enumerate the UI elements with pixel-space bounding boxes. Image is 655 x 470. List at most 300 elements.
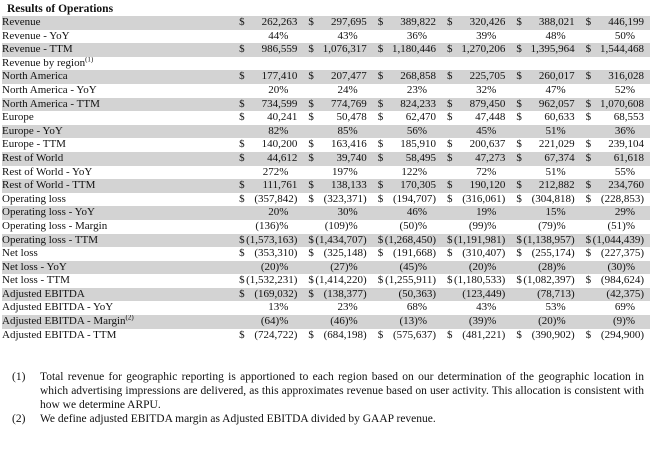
cell-value [234, 30, 303, 44]
cell-value [581, 234, 650, 248]
currency-symbol: $ [585, 247, 592, 260]
cell-number: (169,032) [254, 287, 298, 300]
cell-value [442, 234, 511, 248]
cell-number: 320,426 [469, 16, 506, 28]
cell-value [511, 43, 580, 57]
currency-symbol: $ [377, 43, 384, 56]
cell-number: 20% [268, 206, 289, 219]
row-label: North America - TTM [2, 97, 100, 110]
currency-symbol: $ [377, 97, 384, 110]
cell-number: (228,853) [600, 192, 644, 205]
cell-value [511, 315, 580, 329]
cell-value [303, 138, 372, 152]
cell-value [234, 193, 303, 207]
cell-number: 47% [545, 83, 566, 96]
cell-number: (109)% [324, 219, 358, 232]
row-label: Rest of World [2, 151, 64, 164]
cell-value [234, 234, 303, 248]
currency-symbol: $ [585, 16, 592, 28]
currency-symbol: $ [447, 247, 453, 260]
cell-number: 15% [545, 206, 566, 219]
cell-number: 1,070,608 [600, 97, 644, 110]
currency-symbol: $ [377, 247, 384, 260]
row-label: Revenue - TTM [2, 43, 73, 56]
cell-value [511, 152, 580, 166]
cell-value [581, 179, 650, 193]
currency-symbol: $ [516, 233, 522, 246]
cell-value [303, 43, 372, 57]
cell-value [234, 70, 303, 84]
cell-number: (9)% [613, 315, 635, 328]
row-label: Net loss [2, 247, 38, 260]
table-row [2, 166, 650, 180]
currency-symbol: $ [239, 138, 245, 151]
cell-value [442, 84, 511, 98]
cell-value [303, 166, 372, 180]
cell-value [511, 247, 580, 261]
cell-number: 1,076,317 [322, 43, 367, 56]
table-row [2, 98, 650, 112]
currency-symbol: $ [308, 111, 314, 124]
cell-number: 44% [268, 29, 289, 42]
cell-value [581, 125, 650, 139]
cell-number: (20)% [468, 260, 497, 273]
currency-symbol: $ [239, 43, 245, 56]
table-row [2, 43, 650, 57]
cell-value [511, 84, 580, 98]
cell-number: 43% [337, 29, 358, 42]
cell-value [511, 16, 580, 30]
table-row [2, 111, 650, 125]
cell-value [442, 30, 511, 44]
currency-symbol: $ [308, 328, 314, 341]
cell-number: (194,707) [392, 192, 437, 205]
cell-value [581, 193, 650, 207]
cell-value [581, 84, 650, 98]
cell-number: 44,612 [267, 151, 298, 164]
currency-symbol: $ [239, 328, 245, 341]
cell-number: 61,618 [613, 151, 644, 164]
cell-value [303, 125, 372, 139]
table-row [2, 138, 650, 152]
cell-number: (64)% [260, 315, 289, 328]
cell-number: 72% [476, 165, 497, 178]
cell-value [442, 193, 511, 207]
cell-number: (304,818) [531, 192, 575, 205]
cell-number: (51)% [607, 219, 635, 232]
currency-symbol: $ [239, 233, 245, 246]
cell-number: 53% [545, 301, 566, 314]
table-row [2, 70, 650, 84]
currency-symbol: $ [239, 70, 245, 83]
cell-number: 1,270,206 [461, 43, 506, 56]
cell-value [581, 315, 650, 329]
cell-number: 316,028 [608, 70, 644, 83]
currency-symbol: $ [516, 247, 522, 260]
cell-number: 177,410 [261, 70, 298, 83]
cell-value [511, 261, 580, 275]
cell-value [303, 206, 372, 220]
cell-value [373, 288, 442, 302]
currency-symbol: $ [585, 274, 592, 287]
cell-number: (390,902) [531, 328, 575, 341]
table-body [2, 16, 650, 342]
cell-number: (136)% [255, 219, 289, 232]
cell-number: 19% [476, 206, 497, 219]
table-row [2, 261, 650, 275]
cell-value [442, 261, 511, 275]
cell-value [373, 261, 442, 275]
cell-number: 55% [614, 165, 635, 178]
table-row [2, 16, 650, 30]
currency-symbol: $ [447, 43, 453, 56]
cell-number: 51% [545, 165, 566, 178]
cell-number: 45% [476, 124, 497, 137]
cell-number: (684,198) [323, 328, 367, 341]
cell-value [442, 125, 511, 139]
cell-value [234, 179, 303, 193]
cell-value [303, 84, 372, 98]
footnote-text: Total revenue for geographic reporting is apportioned to each region based on our determination of the geographic location in which advertising impressions are delivered, as this approximates revenue based on user activity. This allocation is consistent with how we determine ARPU. [40, 371, 644, 411]
cell-number: 138,133 [330, 179, 367, 192]
currency-symbol: $ [377, 16, 384, 28]
cell-value [303, 220, 372, 234]
currency-symbol: $ [308, 70, 314, 83]
table-row [2, 125, 650, 139]
cell-value [303, 329, 372, 343]
cell-number: (323,371) [323, 192, 367, 205]
table-row [2, 179, 650, 193]
row-label: Revenue [2, 16, 41, 28]
cell-value [581, 166, 650, 180]
cell-value [373, 301, 442, 315]
cell-number: (984,624) [600, 274, 644, 287]
cell-value [581, 220, 650, 234]
cell-number: 388,021 [538, 16, 575, 28]
cell-value [511, 57, 580, 71]
cell-number: (50)% [399, 219, 428, 232]
cell-number: 39% [476, 29, 497, 42]
cell-value [234, 315, 303, 329]
currency-symbol: $ [308, 192, 314, 205]
currency-symbol: $ [516, 138, 522, 151]
cell-value [234, 98, 303, 112]
currency-symbol: $ [585, 151, 592, 164]
cell-number: 1,544,468 [600, 43, 644, 56]
cell-value [511, 30, 580, 44]
cell-value [511, 206, 580, 220]
cell-number: 200,637 [469, 138, 506, 151]
cell-number: 212,882 [538, 179, 575, 192]
cell-number: 62,470 [405, 111, 437, 124]
currency-symbol: $ [239, 192, 245, 205]
cell-number: 20% [268, 83, 289, 96]
cell-number: 23% [406, 83, 428, 96]
cell-number: (20)% [538, 315, 566, 328]
cell-number: 163,416 [330, 138, 367, 151]
row-label: Net loss - TTM [2, 274, 70, 287]
currency-symbol: $ [585, 111, 592, 124]
currency-symbol: $ [447, 70, 453, 83]
currency-symbol: $ [447, 274, 453, 287]
cell-value [442, 16, 511, 30]
currency-symbol: $ [585, 328, 592, 341]
cell-value [234, 220, 303, 234]
currency-symbol: $ [585, 43, 592, 56]
currency-symbol: $ [516, 151, 522, 164]
cell-value [581, 111, 650, 125]
cell-value [442, 111, 511, 125]
currency-symbol: $ [516, 111, 522, 124]
currency-symbol: $ [308, 97, 314, 110]
cell-value [442, 138, 511, 152]
cell-value [234, 247, 303, 261]
row-label: Europe - TTM [2, 138, 66, 151]
cell-value [303, 193, 372, 207]
cell-number: 60,633 [544, 111, 575, 124]
row-label: Revenue - YoY [2, 29, 70, 42]
cell-number: (1,082,397) [523, 274, 575, 287]
cell-number: 47,273 [475, 151, 506, 164]
cell-value [442, 315, 511, 329]
currency-symbol: $ [516, 274, 522, 287]
cell-number: (28)% [538, 260, 566, 273]
cell-value [442, 206, 511, 220]
cell-value [234, 138, 303, 152]
cell-number: 734,599 [261, 97, 298, 110]
cell-number: (79)% [538, 219, 566, 232]
cell-number: 140,200 [261, 138, 298, 151]
currency-symbol: $ [308, 179, 314, 192]
cell-number: (1,138,957) [523, 233, 575, 246]
cell-number: (575,637) [392, 328, 437, 341]
currency-symbol: $ [447, 111, 453, 124]
cell-number: 24% [337, 83, 358, 96]
cell-value [303, 234, 372, 248]
table-row [2, 288, 650, 302]
cell-number: (357,842) [254, 192, 298, 205]
cell-number: 50% [614, 29, 635, 42]
currency-symbol: $ [516, 179, 522, 192]
cell-value [373, 234, 442, 248]
cell-value [373, 70, 442, 84]
cell-value [303, 152, 372, 166]
cell-number: 82% [268, 124, 289, 137]
currency-symbol: $ [585, 138, 592, 151]
cell-number: (1,414,220) [315, 274, 367, 287]
cell-value [303, 274, 372, 288]
cell-number: 239,104 [608, 138, 644, 151]
cell-value [373, 206, 442, 220]
cell-value [511, 125, 580, 139]
cell-number: (1,255,911) [385, 274, 437, 287]
cell-value [442, 288, 511, 302]
cell-number: 47,448 [475, 111, 506, 124]
row-label: Net loss - YoY [2, 260, 67, 273]
cell-value [373, 166, 442, 180]
table-row [2, 329, 650, 343]
row-label: North America [2, 70, 68, 83]
cell-number: (39)% [468, 315, 497, 328]
cell-number: (13)% [399, 315, 428, 328]
currency-symbol: $ [516, 70, 522, 83]
currency-symbol: $ [377, 328, 384, 341]
currency-symbol: $ [516, 16, 522, 28]
currency-symbol: $ [585, 179, 592, 192]
table-row [2, 274, 650, 288]
cell-number: (30)% [607, 260, 635, 273]
cell-value [442, 274, 511, 288]
cell-number: 272% [262, 165, 289, 178]
cell-value [373, 43, 442, 57]
cell-number: 40,241 [267, 111, 298, 124]
cell-value [511, 70, 580, 84]
currency-symbol: $ [447, 138, 453, 151]
table-row [2, 152, 650, 166]
cell-value [373, 274, 442, 288]
cell-number: 986,559 [261, 43, 298, 56]
cell-number: (1,191,981) [454, 233, 506, 246]
cell-value [581, 30, 650, 44]
cell-value [234, 329, 303, 343]
currency-symbol: $ [447, 97, 453, 110]
cell-value [581, 43, 650, 57]
cell-number: 170,305 [400, 179, 437, 192]
cell-number: 260,017 [538, 70, 575, 83]
cell-value [303, 247, 372, 261]
cell-value [581, 152, 650, 166]
cell-value [511, 98, 580, 112]
cell-number: 446,199 [608, 16, 644, 28]
cell-number: 122% [401, 165, 428, 178]
cell-value [234, 125, 303, 139]
cell-number: 879,450 [469, 97, 506, 110]
cell-value [373, 247, 442, 261]
row-label: Operating loss - TTM [2, 233, 99, 246]
cell-number: 32% [476, 83, 497, 96]
cell-value [511, 179, 580, 193]
cell-value [442, 220, 511, 234]
cell-value [581, 274, 650, 288]
cell-value [511, 193, 580, 207]
cell-number: (20)% [260, 260, 289, 273]
cell-number: 48% [545, 29, 566, 42]
cell-number: 234,760 [608, 179, 644, 192]
cell-value [581, 98, 650, 112]
cell-number: 1,395,964 [530, 43, 575, 56]
cell-value [234, 84, 303, 98]
cell-number: (99)% [468, 219, 497, 232]
cell-value [442, 98, 511, 112]
cell-number: 67,374 [544, 151, 575, 164]
cell-value [234, 206, 303, 220]
currency-symbol: $ [239, 274, 245, 287]
row-label: Operating loss [2, 192, 66, 205]
cell-number: 297,695 [330, 16, 367, 28]
cell-number: 85% [337, 124, 358, 137]
cell-value [373, 16, 442, 30]
row-label: Europe - YoY [2, 124, 63, 137]
cell-number: 111,761 [262, 179, 298, 192]
currency-symbol: $ [308, 287, 314, 300]
cell-value [373, 125, 442, 139]
footnote-text: We define adjusted EBITDA margin as Adjusted EBITDA divided by GAAP revenue. [40, 412, 436, 425]
cell-value [303, 30, 372, 44]
cell-value [442, 166, 511, 180]
cell-value [581, 301, 650, 315]
cell-value [581, 70, 650, 84]
currency-symbol: $ [585, 192, 592, 205]
cell-number: 268,858 [400, 70, 437, 83]
currency-symbol: $ [447, 233, 453, 246]
currency-symbol: $ [239, 111, 245, 124]
currency-symbol: $ [516, 328, 522, 341]
footnotes [2, 371, 650, 426]
row-label: Rest of World - TTM [2, 179, 96, 192]
cell-number: 51% [545, 124, 566, 137]
cell-number: 824,233 [400, 97, 437, 110]
table-row [2, 57, 650, 71]
cell-value [303, 16, 372, 30]
cell-number: (1,044,439) [592, 233, 644, 246]
cell-number: (1,180,533) [454, 274, 506, 287]
table-row [2, 84, 650, 98]
cell-value [303, 288, 372, 302]
cell-number: (27)% [330, 260, 358, 273]
cell-value [511, 220, 580, 234]
cell-value [581, 288, 650, 302]
currency-symbol: $ [308, 247, 314, 260]
cell-number: 13% [268, 301, 289, 314]
cell-number: 185,910 [400, 138, 437, 151]
cell-number: (227,375) [600, 247, 644, 260]
cell-value [511, 111, 580, 125]
table-row [2, 193, 650, 207]
cell-value [511, 166, 580, 180]
currency-symbol: $ [585, 97, 592, 110]
row-label: Europe [2, 111, 34, 124]
cell-number: (78,713) [537, 287, 575, 300]
row-label: North America - YoY [2, 83, 97, 96]
cell-value [511, 138, 580, 152]
cell-value [234, 43, 303, 57]
cell-value [373, 98, 442, 112]
cell-value [303, 179, 372, 193]
cell-value [303, 70, 372, 84]
currency-symbol: $ [585, 70, 592, 83]
row-label: Adjusted EBITDA - Margin$^{(2)}$ [2, 315, 134, 328]
cell-number: (46)% [330, 315, 358, 328]
cell-number: 30% [337, 206, 358, 219]
cell-value [442, 301, 511, 315]
cell-number: 207,477 [330, 70, 367, 83]
cell-number: 56% [406, 124, 428, 137]
cell-number: (1,434,707) [315, 233, 367, 246]
currency-symbol: $ [239, 179, 245, 192]
cell-value [234, 16, 303, 30]
cell-value [303, 57, 372, 71]
cell-number: 68% [406, 301, 428, 314]
cell-value [303, 301, 372, 315]
cell-value [581, 206, 650, 220]
currency-symbol: $ [516, 97, 522, 110]
table-row [2, 247, 650, 261]
footnote-reference: (1) [85, 56, 94, 64]
cell-number: 197% [332, 165, 358, 178]
currency-symbol: $ [239, 16, 245, 28]
cell-value [373, 138, 442, 152]
table-row [2, 315, 650, 329]
